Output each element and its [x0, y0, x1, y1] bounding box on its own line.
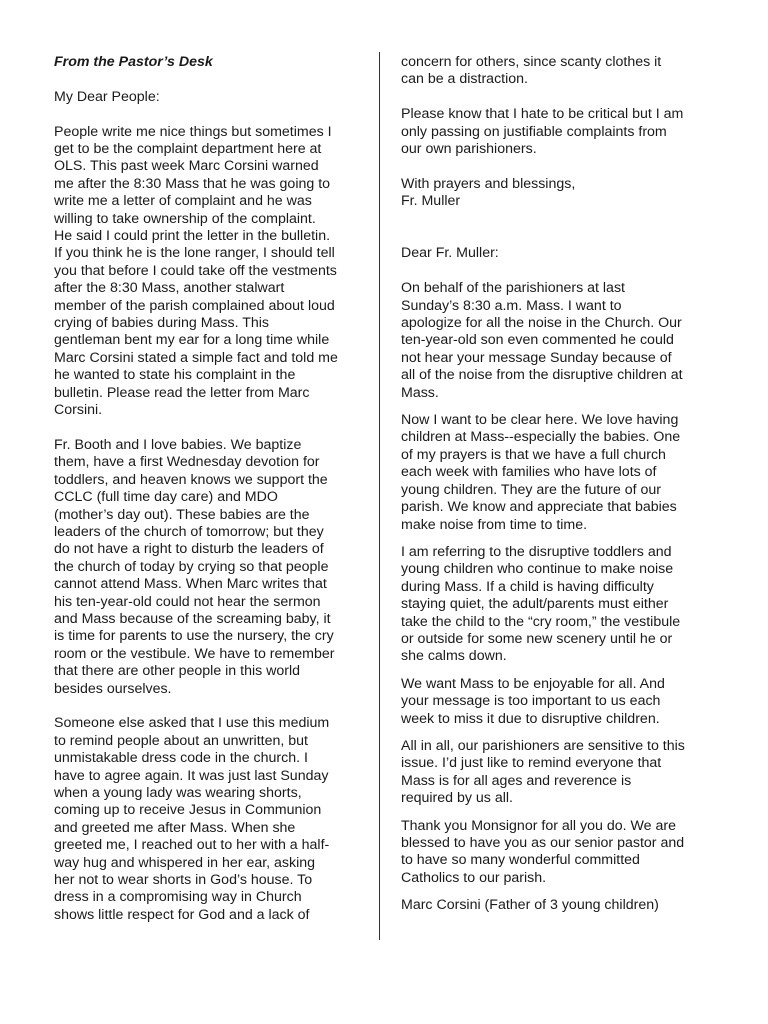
- pastor-paragraph-2: Fr. Booth and I love babies. We baptize them, have a first Wednesday devotion for toddlers, and heaven knows we support the CCLC (full time day care) and MDO (mother’s day out). These babies are the leaders of the church of tomorrow; but they do not have a right to disturb the leaders of the church of today by crying so that people cannot attend Mass. When Marc writes that his ten-year-old could not hear the sermon and Mass because of the screaming baby, it is time for parents to use the nursery, the cry room or the vestibule. We have to remember that there are other people in this world besides ourselves.: [54, 436, 335, 697]
- pastor-closing: With prayers and blessings, Fr. Muller: [401, 175, 576, 210]
- pastor-desk-heading: From the Pastor’s Desk: [54, 54, 213, 70]
- letter-salutation: Dear Fr. Muller:: [401, 245, 499, 262]
- letter-paragraph-2: Now I want to be clear here. We love having children at Mass--especially the babies. One of my prayers is that we have a full church each week with families who have lots of young children. They are the future of our parish. We know and appreciate that babies make noise from time to time.: [401, 412, 681, 533]
- left-column: [54, 54, 360, 942]
- pastor-paragraph-1: People write me nice things but sometimes I get to be the complaint department here at OLS. This past week Marc Corsini warned me after the 8:30 Mass that he was going to write me a letter of complaint and he was willing to take ownership of the complaint. He said I could print the letter in the bulletin. If you think he is the lone ranger, I should tell you that before I could take off the vestments after the 8:30 Mass, another stalwart member of the parish complained about loud crying of babies during Mass. This gentleman bent my ear for a long time while Marc Corsini stated a simple fact and told me he wanted to state his complaint in the bulletin. Please read the letter from Marc Corsini.: [54, 123, 338, 419]
- pastor-paragraph-4: Please know that I hate to be critical but I am only passing on justifiable complaints from our own parishioners.: [401, 106, 684, 158]
- column-divider: [379, 52, 380, 940]
- letter-signature: Marc Corsini (Father of 3 young children): [401, 897, 659, 914]
- pastor-paragraph-3: Someone else asked that I use this medium to remind people about an unwritten, but unmistakable dress code in the church. I have to agree again. It was just last Sunday when a young lady was wearing shorts, coming up to receive Jesus in Communion and greeted me after Mass. When she greeted me, I reached out to her with a half- way hug and whispered in her ear, asking her not to wear shorts in God’s house. To dress in a compromising way in Church shows little respect for God and a lack of: [54, 715, 330, 923]
- letter-paragraph-4: We want Mass to be enjoyable for all. And your message is too important to us each week to miss it due to disruptive children.: [401, 675, 665, 727]
- letter-paragraph-5: All in all, our parishioners are sensitive to this issue. I’d just like to remind everyone that Mass is for all ages and reverence is required by us all.: [401, 737, 685, 807]
- letter-paragraph-3: I am referring to the disruptive toddlers and young children who continue to make noise during Mass. If a child is having difficulty staying quiet, the adult/parents must either take the child to the “cry room,” the vestibule or outside for some new scenery until he or she calms down.: [401, 543, 681, 665]
- letter-paragraph-1: On behalf of the parishioners at last Sunday’s 8:30 a.m. Mass. I want to apologize for all the noise in the Church. Our ten-year-old son even commented he could not hear your message Sunday because of all of the noise from the disruptive children at Mass.: [401, 280, 683, 401]
- greeting: My Dear People:: [54, 88, 160, 105]
- right-column: [401, 54, 707, 925]
- pastor-paragraph-continued: concern for others, since scanty clothes it can be a distraction.: [401, 54, 662, 88]
- letter-paragraph-6: Thank you Monsignor for all you do. We are blessed to have you as our senior pastor and to have so many wonderful committed Catholics to our parish.: [401, 817, 685, 886]
